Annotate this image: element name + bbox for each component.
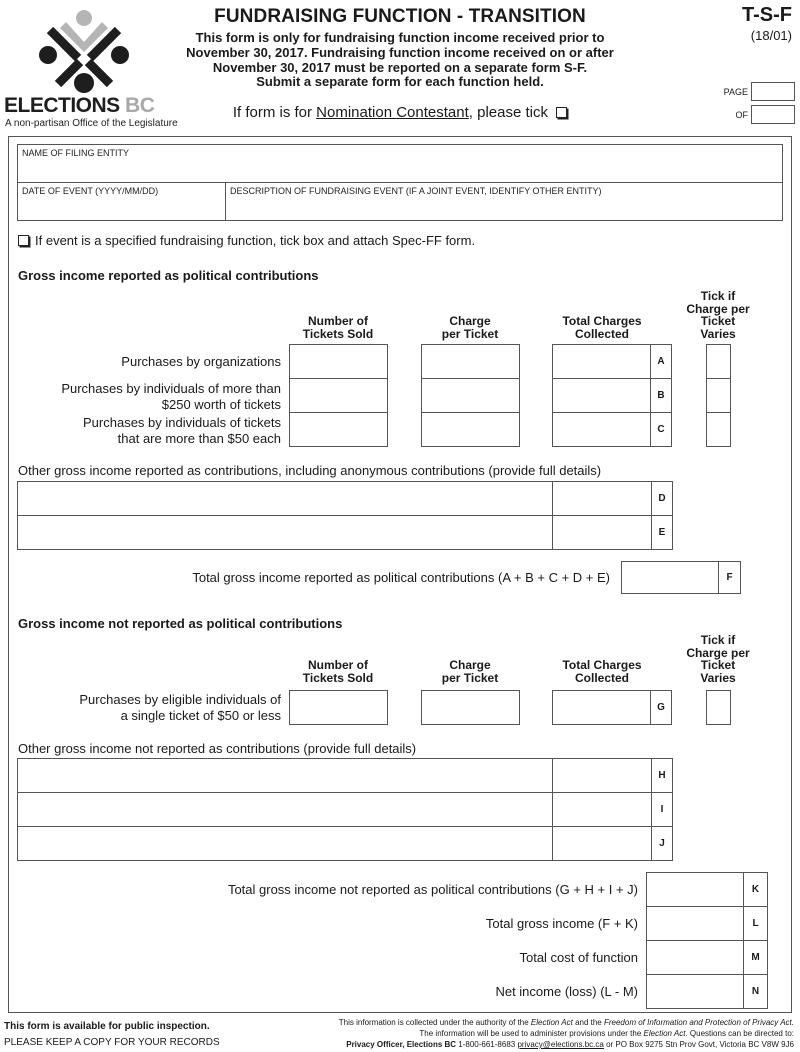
other-reported-details-e[interactable] [18,516,553,549]
privacy-notice: This information is collected under the authority of the Election Act and the Freedom of Information and Protection of Privacy Act. The information will be used to administer provisions under the Election Act. Questions can be directed to: Privacy Officer, Elections BC 1-800-661-8683 privacy@elections.bc.ca or PO Box 9275 Stn Prov Govt, Victoria BC V8W 9J6 [338,1018,794,1049]
filing-entity-name-field[interactable]: NAME OF FILING ENTITY [22,148,130,158]
row-label-b: Purchases by individuals of more than $250 worth of tickets [61,381,281,412]
total-label-k: Total gross income not reported as political contributions (G + H + I + J) [227,882,638,897]
total-label-l: Total gross income (F + K) [485,916,638,931]
total-charges-c[interactable] [552,412,672,447]
tickets-sold-a[interactable] [289,344,388,379]
other-reported-heading: Other gross income reported as contributions, including anonymous contributions (provide full details) [18,463,602,478]
public-inspection-notice: This form is available for public inspection. [4,1021,210,1032]
other-not-reported-details-j[interactable] [18,827,553,860]
privacy-email-link[interactable]: privacy@elections.bc.ca [517,1040,604,1049]
line-letter-c: C [650,413,671,446]
reported-section-heading: Gross income reported as political contributions [18,268,319,283]
other-not-reported-details-i[interactable] [18,793,553,826]
varies-checkbox-c[interactable] [706,412,731,447]
total-field-l[interactable] [646,906,768,941]
other-reported-details-d[interactable] [18,482,553,515]
other-not-reported-row-h [17,758,673,793]
line-letter-a: A [650,345,671,378]
line-letter-k: K [743,873,767,906]
other-not-reported-heading: Other gross income not reported as contributions (provide full details) [18,741,417,756]
tickets-sold-g[interactable] [289,690,388,725]
varies-checkbox-g[interactable] [706,690,731,725]
not-reported-section-heading: Gross income not reported as political contributions [18,616,343,631]
line-letter-d: D [651,482,672,515]
charge-per-ticket-g[interactable] [421,690,520,725]
line-letter-m: M [743,941,767,974]
event-description-field[interactable]: DESCRIPTION OF FUNDRAISING EVENT (IF A JOINT EVENT, IDENTIFY OTHER ENTITY) [230,186,602,196]
total-charges-b[interactable] [552,378,672,413]
form-subtitle: This form is only for fundraising function income received prior to November 30, 2017. Fundraising function income received on or after November 30, 2017 must be reported on a separate form S-F. Submit a separate form for each function held. [186,30,614,90]
nomination-contestant-row: If form is for Nomination Contestant, please tick [180,104,620,121]
line-letter-i: I [651,793,672,826]
other-not-reported-details-h[interactable] [18,759,553,792]
charge-per-ticket-b[interactable] [421,378,520,413]
line-letter-j: J [651,827,672,860]
other-not-reported-amount-h[interactable] [553,759,651,792]
other-not-reported-row-j [17,826,673,861]
elections-bc-emblem-icon [36,8,136,94]
line-letter-b: B [650,379,671,412]
other-not-reported-row-i [17,792,673,827]
col-header-varies: Tick if Charge per Ticket Varies [686,289,750,341]
total-reported-field-f[interactable] [621,561,741,594]
line-letter-e: E [651,516,672,549]
date-of-event-field[interactable]: DATE OF EVENT (YYYY/MM/DD) [22,186,159,196]
col-header-charge-per-ticket: Charge per Ticket [441,314,499,341]
total-label-n: Net income (loss) (L - M) [495,984,638,999]
of-label: OF [735,110,748,120]
other-reported-amount-e[interactable] [553,516,651,549]
varies-checkbox-a[interactable] [706,344,731,379]
logo-tagline: A non-partisan Office of the Legislature [5,118,178,129]
form-code: T-S-F [742,4,792,26]
other-reported-amount-d[interactable] [553,482,651,515]
charge-per-ticket-a[interactable] [421,344,520,379]
col-header-varies-2: Tick if Charge per Ticket Varies [686,633,750,685]
line-letter-l: L [743,907,767,940]
col-header-tickets-sold-2: Number of Tickets Sold [302,658,374,685]
varies-checkbox-b[interactable] [706,378,731,413]
total-label-m: Total cost of function [519,950,638,965]
col-header-total-charges: Total Charges Collected [562,314,642,341]
line-letter-h: H [651,759,672,792]
col-header-charge-per-ticket-2: Charge per Ticket [441,658,499,685]
row-label-c: Purchases by individuals of tickets that are more than $50 each [83,415,281,446]
form-title: FUNDRAISING FUNCTION - TRANSITION [214,6,586,27]
page-number-field[interactable] [751,82,795,101]
line-letter-f: F [718,562,740,593]
col-header-tickets-sold: Number of Tickets Sold [302,314,374,341]
total-charges-a[interactable] [552,344,672,379]
tickets-sold-c[interactable] [289,412,388,447]
charge-per-ticket-c[interactable] [421,412,520,447]
total-field-m[interactable] [646,940,768,975]
other-not-reported-amount-i[interactable] [553,793,651,826]
nomination-contestant-checkbox[interactable] [556,107,567,118]
total-field-k[interactable] [646,872,768,907]
logo-wordmark: ELECTIONS BC [4,94,155,117]
elections-bc-logo [4,8,184,129]
page-label: PAGE [723,87,748,97]
line-letter-g: G [650,691,671,724]
total-charges-g[interactable] [552,690,672,725]
total-reported-label: Total gross income reported as political contributions (A + B + C + D + E) [192,570,610,585]
page-total-field[interactable] [751,105,795,124]
form-version: (18/01) [750,28,792,43]
keep-copy-notice: PLEASE KEEP A COPY FOR YOUR RECORDS [4,1037,220,1048]
tickets-sold-b[interactable] [289,378,388,413]
line-letter-n: N [743,975,767,1008]
other-reported-row-d [17,481,673,516]
specified-function-row: If event is a specified fundraising function, tick box and attach Spec-FF form. [18,233,475,248]
specified-function-checkbox[interactable] [18,235,29,246]
other-reported-row-e [17,515,673,550]
row-label-a: Purchases by organizations [121,354,281,369]
row-label-g: Purchases by eligible individuals of a single ticket of $50 or less [79,692,281,723]
col-header-total-charges-2: Total Charges Collected [562,658,642,685]
other-not-reported-amount-j[interactable] [553,827,651,860]
total-field-n[interactable] [646,974,768,1009]
